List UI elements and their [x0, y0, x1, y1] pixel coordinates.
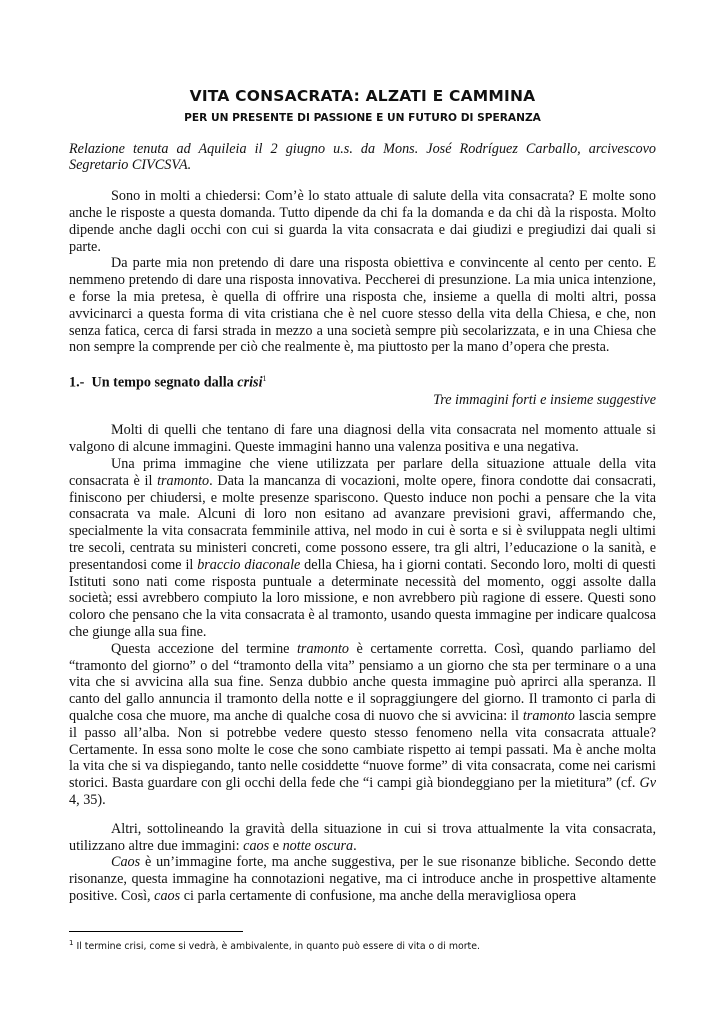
- text-run: .: [353, 837, 357, 854]
- italic-term: caos: [243, 837, 270, 854]
- footnote: [69, 939, 656, 952]
- paragraph: [69, 641, 656, 809]
- italic-term: caos: [154, 888, 181, 904]
- italic-term: Caos: [111, 854, 141, 871]
- document-title: VITA CONSACRATA: ALZATI E CAMMINA: [189, 87, 536, 105]
- footnote-separator: [69, 931, 243, 932]
- text-run: Questa accezione del termine: [111, 640, 297, 657]
- section-heading-text: Un tempo segnato dalla: [91, 374, 234, 391]
- paragraph: Da parte mia non pretendo di dare una risposta obiettiva e convincente al cento per cento. E nemmeno pretendo di dare una risposta innovativa. Peccherei di presunzione. La mia unica intenzione, e forse la mia pretesa, è quella di offrire una risposta che, insieme a quella di molti altri, possa avvicinarci a questa forma di vita cristiana che è nel cuore stesso della vita della Chiesa, e che, non senza fatica, cerca di farsi strada in mezzo a una società sempre più secolarizzata, e in una Chiesa che non sempre la comprende per ciò che realmente è, ma piuttosto per la mano d’opera che presta.: [69, 255, 656, 356]
- footnote-number: 1: [69, 939, 74, 947]
- text-run: 4, 35).: [69, 792, 106, 809]
- footnote-reference[interactable]: 1: [262, 374, 267, 384]
- italic-term: Gv: [639, 775, 656, 792]
- section-epigraph: Tre immagini forti e insieme suggestive: [433, 391, 656, 408]
- document-subtitle: PER UN PRESENTE DI PASSIONE E UN FUTURO DI SPERANZA: [184, 111, 541, 124]
- italic-term: notte oscura: [282, 837, 354, 854]
- paragraph: [69, 456, 656, 641]
- italic-term: tramonto: [296, 640, 350, 657]
- italic-term: tramonto: [522, 708, 575, 725]
- paragraph: [69, 854, 656, 904]
- document-page: [69, 88, 656, 905]
- italic-term: tramonto: [157, 472, 210, 489]
- text-run: . Data la mancanza di vocazioni, molte opere, finora condotte dai consacrati, finiscono per chiudersi, e molte presenze spariscono. Questo induce non pochi a pensare che la vita consacrata va male. Alcuni di loro non esitano ad avanzare previsioni gravi, affermando che, specialmente la vita consacrata femminile attiva, nel modo in cui è sorta e si è sviluppata negli ultimi tre secoli, centrata su ministeri concreti, come possono essere, tra gli altri, l’educazione o la sanità, e presentandosi come il: [69, 472, 657, 573]
- text-run: lascia sempre il passo all’alba. Non si potrebbe vedere questo stesso fenomeno nella vita consacrata attuale? Certamente. In essa sono molte le cose che sono cambiate rispetto ai tempi passati. Ma è anche molta la vita che si va dispiegando, tanto nelle cosiddette “nuove forme” di vita consacrata, come nei carismi storici. Basta guardare con gli occhi della fede che “i campi già biondeggiano per la mietitura” (cf.: [69, 708, 656, 792]
- italic-term: braccio diaconale: [197, 556, 301, 573]
- text-run: è un’immagine forte, ma anche suggestiva, per le sue risonanze bibliche. Secondo dette risonanze, questa immagine ha connotazioni negative, ma ci introduce anche in prospettive altamente positive. Così,: [69, 854, 656, 904]
- section-heading-italic: crisi: [237, 374, 263, 391]
- text-run: ci parla certamente di confusione, ma anche della meravigliosa opera: [180, 888, 577, 904]
- footnote-text: Il termine crisi, come si vedrà, è ambivalente, in quanto può essere di vita o di morte.: [73, 941, 480, 953]
- text-run: è certamente corretta. Così, quando parliamo del “tramonto del giorno” o del “tramonto della vita” pensiamo a un giorno che sta per terminare o a una vita che si avvicina alla sua fine. Senza dubbio anche questa immagine può aprirci alla speranza. Il canto del gallo annuncia il tramonto della notte e il sopraggiungere del giorno. Il tramonto ci parla di qualche cosa che muore, ma anche di qualche cosa di nuovo che si avvicina: il: [69, 640, 656, 725]
- paragraph: Molti di quelli che tentano di fare una diagnosi della vita consacrata nel momento attuale si valgono di alcune immagini. Queste immagini hanno una valenza positiva e una negativa.: [69, 422, 656, 456]
- text-run: e: [269, 837, 283, 854]
- intro-note: Relazione tenuta ad Aquileia il 2 giugno u.s. da Mons. José Rodríguez Carballo, arcivescovo Segretario CIVCSVA.: [69, 140, 656, 174]
- section-heading: [69, 371, 656, 392]
- paragraph: Sono in molti a chiedersi: Com’è lo stato attuale di salute della vita consacrata? E molte sono anche le risposte a questa domanda. Tutto dipende da chi fa la domanda e da chi dà la risposta. Molto dipende anche dagli occhi con cui si guarda la vita consacrata e dai giudizi e pregiudizi dai quali si parte.: [69, 188, 656, 255]
- text-run: Altri, sottolineando la gravità della situazione in cui si trova attualmente la vita consacrata, utilizzano altre due immagini:: [69, 820, 656, 854]
- section-number: 1.-: [69, 374, 85, 391]
- text-run: della Chiesa, ha i giorni contati. Secondo loro, molti di questi Istituti sono nati come risposta puntuale a determinate necessità del momento, oggi assolte dalla società; essi avrebbero compiuto la loro missione, e non avrebbero più ragione di essere. Questi sono coloro che pensano che la vita consacrata è al tramonto, usando questa immagine per indicare qualcosa che giunge alla sua fine.: [69, 556, 656, 641]
- text-run: Una prima immagine che viene utilizzata per parlare della situazione attuale della vita consacrata è il: [69, 456, 656, 489]
- paragraph: [69, 821, 656, 855]
